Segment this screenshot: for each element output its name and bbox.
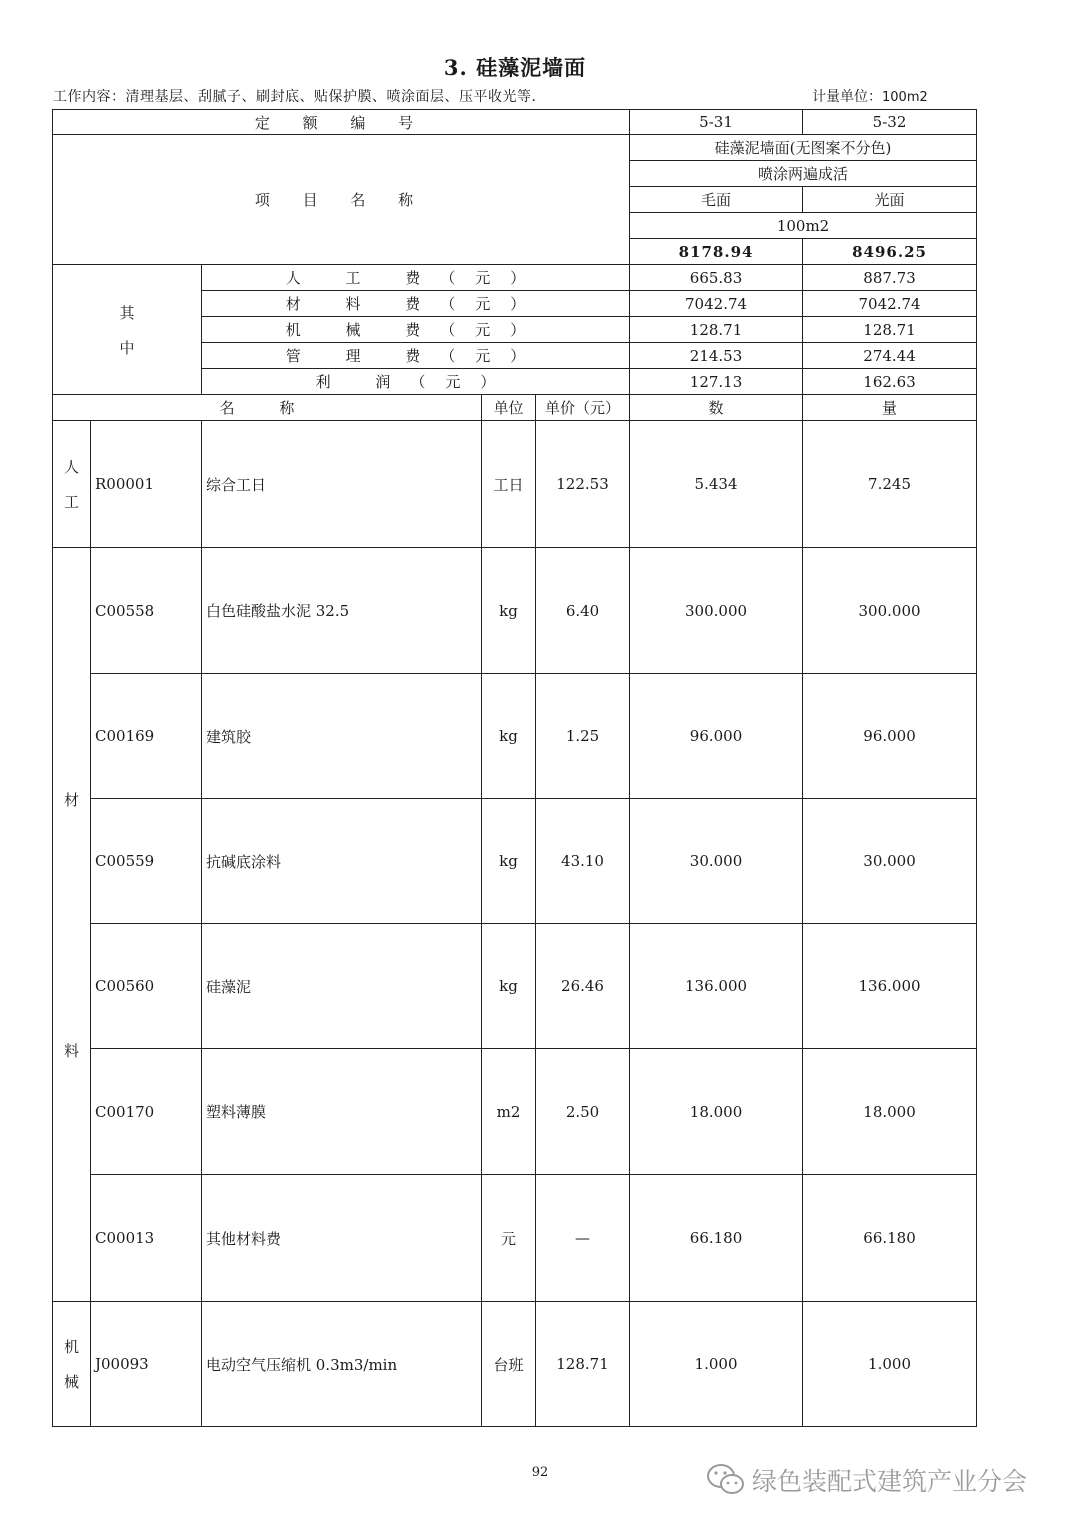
table-row — [53, 548, 977, 674]
row-qty-2: 136.000 — [803, 924, 977, 1049]
row-code: C00560 — [91, 924, 202, 1049]
row-qty-2: 7.245 — [803, 421, 977, 548]
cost-value: 665.83 — [630, 265, 803, 291]
col-header-qty-1: 数 — [630, 395, 803, 421]
quota-code-2: 5-32 — [803, 110, 977, 135]
quota-code-row — [53, 110, 977, 135]
quota-table — [52, 109, 977, 1427]
row-unit: kg — [482, 674, 536, 799]
cost-value: 887.73 — [803, 265, 977, 291]
variant-2: 光面 — [803, 187, 977, 213]
row-code: C00170 — [91, 1049, 202, 1175]
wechat-icon — [706, 1463, 746, 1497]
row-qty-2: 1.000 — [803, 1302, 977, 1427]
cost-label: 材 料 费（元） — [202, 291, 630, 317]
row-name: 建筑胶 — [202, 674, 482, 799]
cost-value: 7042.74 — [803, 291, 977, 317]
col-header-qty-2: 量 — [803, 395, 977, 421]
row-code: C00559 — [91, 799, 202, 924]
column-header-row — [53, 395, 977, 421]
row-unit: 台班 — [482, 1302, 536, 1427]
row-code: C00169 — [91, 674, 202, 799]
row-name: 白色硅酸盐水泥 32.5 — [202, 548, 482, 674]
cost-value: 274.44 — [803, 343, 977, 369]
row-unit: kg — [482, 799, 536, 924]
row-name: 塑料薄膜 — [202, 1049, 482, 1175]
row-qty-1: 136.000 — [630, 924, 803, 1049]
row-unit: kg — [482, 924, 536, 1049]
work-content: 工作内容：清理基层、刮腻子、刷封底、贴保护膜、喷涂面层、压平收光等. — [53, 89, 537, 105]
row-name: 电动空气压缩机 0.3m3/min — [202, 1302, 482, 1427]
row-code: R00001 — [91, 421, 202, 548]
row-unit: 工日 — [482, 421, 536, 548]
page-title: 3. 硅藻泥墙面 — [443, 55, 587, 80]
row-code: C00558 — [91, 548, 202, 674]
row-qty-2: 300.000 — [803, 548, 977, 674]
row-price: — — [536, 1175, 630, 1302]
table-row — [53, 421, 977, 548]
cost-value: 162.63 — [803, 369, 977, 395]
row-code: C00013 — [91, 1175, 202, 1302]
row-qty-1: 300.000 — [630, 548, 803, 674]
row-code: J00093 — [91, 1302, 202, 1427]
row-price: 122.53 — [536, 421, 630, 548]
row-price: 1.25 — [536, 674, 630, 799]
row-name: 综合工日 — [202, 421, 482, 548]
row-price: 6.40 — [536, 548, 630, 674]
group-machine: 机 械 — [53, 1302, 91, 1427]
table-row — [53, 1302, 977, 1427]
cost-label: 机 械 费（元） — [202, 317, 630, 343]
quota-label: 定 额 编 号 — [53, 110, 630, 135]
row-price: 26.46 — [536, 924, 630, 1049]
table-row — [53, 1049, 977, 1175]
cost-value: 214.53 — [630, 343, 803, 369]
row-price: 2.50 — [536, 1049, 630, 1175]
cost-row — [53, 265, 977, 291]
row-unit: 元 — [482, 1175, 536, 1302]
variant-1: 毛面 — [630, 187, 803, 213]
row-unit: m2 — [482, 1049, 536, 1175]
row-qty-2: 18.000 — [803, 1049, 977, 1175]
cost-label: 管 理 费（元） — [202, 343, 630, 369]
row-qty-1: 30.000 — [630, 799, 803, 924]
quota-code-1: 5-31 — [630, 110, 803, 135]
cost-value: 7042.74 — [630, 291, 803, 317]
watermark — [706, 1458, 1027, 1502]
including-label: 其 中 — [53, 265, 202, 395]
row-name: 抗碱底涂料 — [202, 799, 482, 924]
col-header-price: 单价（元） — [536, 395, 630, 421]
unit-label: 计量单位： — [812, 89, 882, 105]
item-unit: 100m2 — [630, 213, 977, 239]
page-number: 92 — [531, 1465, 549, 1480]
row-unit: kg — [482, 548, 536, 674]
row-qty-1: 5.434 — [630, 421, 803, 548]
table-row — [53, 924, 977, 1049]
row-name: 其他材料费 — [202, 1175, 482, 1302]
row-qty-1: 66.180 — [630, 1175, 803, 1302]
cost-label: 利 润（元） — [202, 369, 630, 395]
row-qty-2: 96.000 — [803, 674, 977, 799]
watermark-text: 绿色装配式建筑产业分会 — [752, 1467, 1028, 1496]
row-qty-1: 18.000 — [630, 1049, 803, 1175]
row-price: 43.10 — [536, 799, 630, 924]
row-qty-2: 66.180 — [803, 1175, 977, 1302]
table-row — [53, 1175, 977, 1302]
row-qty-1: 1.000 — [630, 1302, 803, 1427]
cost-value: 127.13 — [630, 369, 803, 395]
col-header-name: 名 称 — [53, 395, 482, 421]
total-1: 8178.94 — [630, 239, 803, 265]
cost-label: 人 工 费（元） — [202, 265, 630, 291]
table-row — [53, 799, 977, 924]
group-material: 材 料 — [53, 548, 91, 1302]
item-sub: 喷涂两遍成活 — [630, 161, 977, 187]
table-row — [53, 674, 977, 799]
measurement-unit — [812, 86, 928, 106]
row-price: 128.71 — [536, 1302, 630, 1427]
unit-value: 100m2 — [882, 90, 928, 105]
cost-value: 128.71 — [630, 317, 803, 343]
col-header-unit: 单位 — [482, 395, 536, 421]
row-name: 硅藻泥 — [202, 924, 482, 1049]
row-qty-1: 96.000 — [630, 674, 803, 799]
row-qty-2: 30.000 — [803, 799, 977, 924]
total-2: 8496.25 — [803, 239, 977, 265]
cost-value: 128.71 — [803, 317, 977, 343]
item-title: 硅藻泥墙面(无图案不分色) — [630, 135, 977, 161]
group-labor: 人 工 — [53, 421, 91, 548]
item-name-label: 项 目 名 称 — [53, 135, 630, 265]
